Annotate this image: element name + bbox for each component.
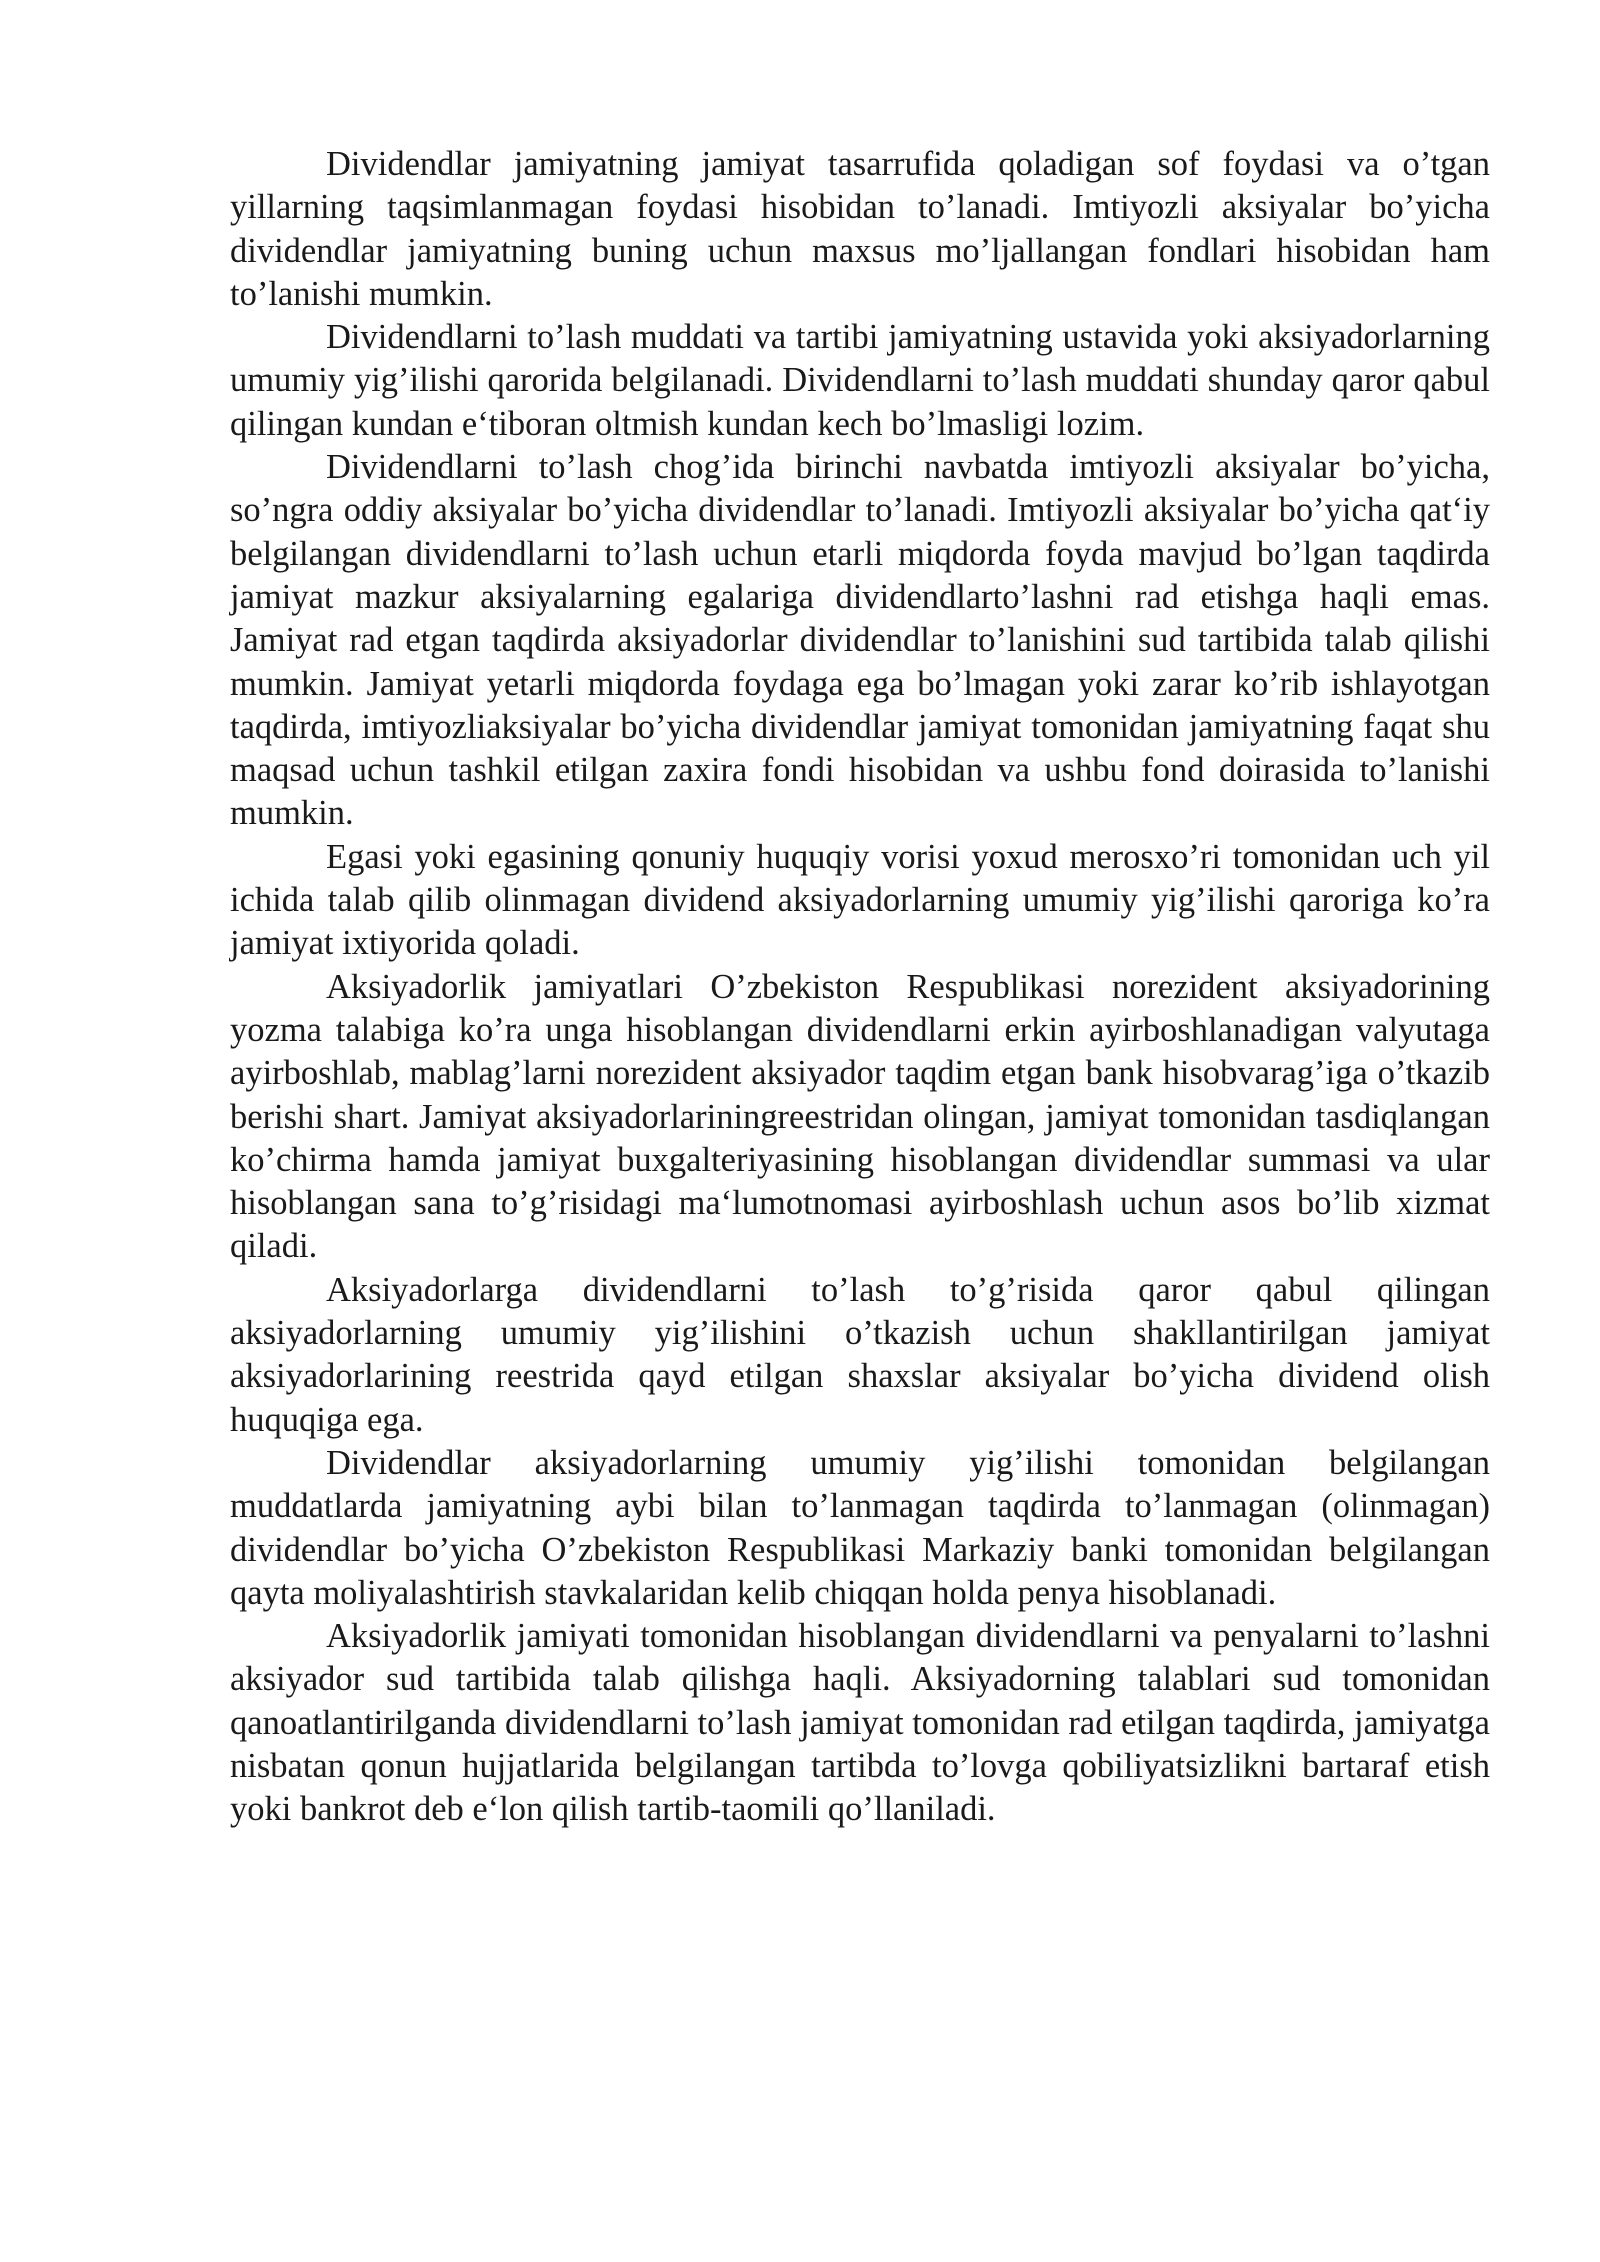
paragraph-8: Aksiyadorlik jamiyati tomonidan hisoblangan dividendlarni va penyalarni to’lashni aksiyador sud tartibida talab qilishga haqli. Aksiyadorning talablari sud tomonidan qanoatlantirilganda dividendlarni to’lash jamiyat tomonidan rad etilgan taqdirda, jamiyatga nisbatan qonun hujjatlarida belgilangan tartibda to’lovga qobiliyatsizlikni bartaraf etish yoki bankrot deb e‘lon qilish tartib-taomili qo’llaniladi. — [230, 1617, 1490, 1829]
paragraph-1: Dividendlar jamiyatning jamiyat tasarrufida qoladigan sof foydasi va o’tgan yillarning taqsimlanmagan foydasi hisobidan to’lanadi. Imtiyozli aksiyalar bo’yicha dividendlar jamiyatning buning uchun maxsus mo’ljallangan fondlari hisobidan ham to’lanishi mumkin. — [230, 145, 1490, 313]
paragraph-4: Egasi yoki egasining qonuniy huquqiy vorisi yoxud merosxo’ri tomonidan uch yil ichida talab qilib olinmagan dividend aksiyadorlarning umumiy yig’ilishi qaroriga ko’ra jamiyat ixtiyorida qoladi. — [230, 837, 1490, 963]
paragraph-7: Dividendlar aksiyadorlarning umumiy yig’ilishi tomonidan belgilangan muddatlarda jamiyatning aybi bilan to’lanmagan taqdirda to’lanmagan (olinmagan) dividendlar bo’yicha O’zbekiston Respublikasi Markaziy banki tomonidan belgilangan qayta moliyalashtirish stavkalaridan kelib chiqqan holda penya hisoblanadi. — [230, 1443, 1490, 1612]
paragraph-5: Aksiyadorlik jamiyatlari O’zbekiston Respublikasi norezident aksiyadorining yozma talabiga ko’ra unga hisoblangan dividendlarni erkin ayirboshlanadigan valyutaga ayirboshlab, mablag’larni norezident aksiyador taqdim etgan bank hisobvarag’iga o’tkazib berishi shart. Jamiyat aksiyadorlariningreestridan olingan, jamiyat tomonidan tasdiqlangan ko’chirma hamda jamiyat buxgalteriyasining hisoblangan dividendlar summasi va ular hisoblangan sana to’g’risidagi ma‘lumotnomasi ayirboshlash uchun asos bo’lib xizmat qiladi. — [230, 967, 1490, 1266]
paragraph-6: Aksiyadorlarga dividendlarni to’lash to’g’risida qaror qabul qilingan aksiyadorlarning umumiy yig’ilishini o’tkazish uchun shakllantirilgan jamiyat aksiyadorlarining reestrida qayd etilgan shaxslar aksiyalar bo’yicha dividend olish huquqiga ega. — [230, 1270, 1490, 1439]
paragraph-3: Dividendlarni to’lash chog’ida birinchi navbatda imtiyozli aksiyalar bo’yicha, so’ngra oddiy aksiyalar bo’yicha dividendlar to’lanadi. Imtiyozli aksiyalar bo’yicha qat‘iy belgilangan dividendlarni to’lash uchun etarli miqdorda foyda mavjud bo’lgan taqdirda jamiyat mazkur aksiyalarning egalariga dividendlarto’lashni rad etishga haqli emas. Jamiyat rad etgan taqdirda aksiyadorlar dividendlar to’lanishini sud tartibida talab qilishi mumkin. Jamiyat yetarli miqdorda foydaga ega bo’lmagan yoki zarar ko’rib ishlayotgan taqdirda, imtiyozliaksiyalar bo’yicha dividendlar jamiyat tomonidan jamiyatning faqat shu maqsad uchun tashkil etilgan zaxira fondi hisobidan va ushbu fond doirasida to’lanishi mumkin. — [230, 448, 1490, 833]
paragraph-2: Dividendlarni to’lash muddati va tartibi jamiyatning ustavida yoki aksiyadorlarning umumiy yig’ilishi qarorida belgilanadi. Dividendlarni to’lash muddati shunday qaror qabul qilingan kundan e‘tiboran oltmish kundan kech bo’lmasligi lozim. — [230, 318, 1490, 443]
document-body — [230, 143, 1490, 1832]
